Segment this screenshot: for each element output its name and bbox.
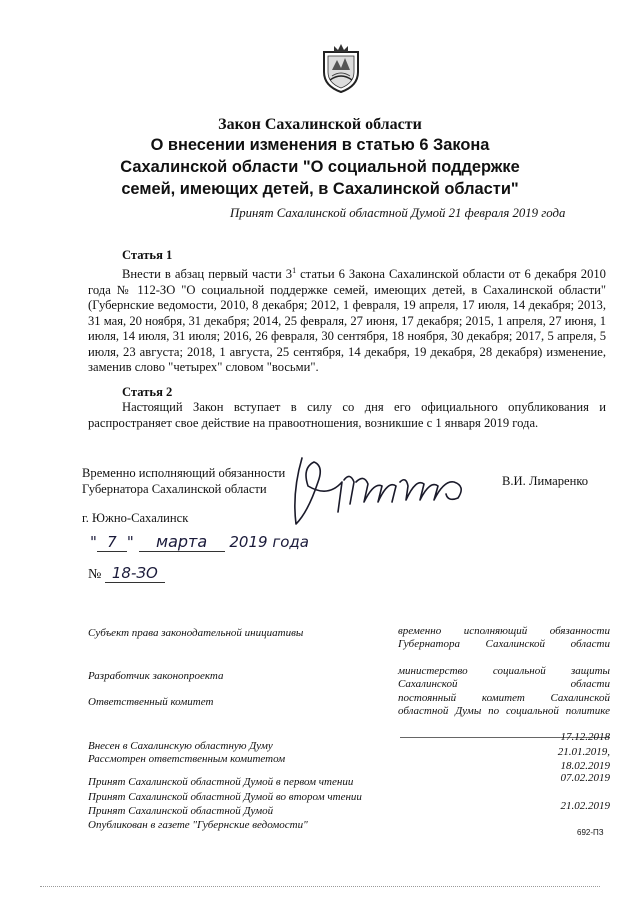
signatory-line-1: Временно исполняющий обязанности bbox=[82, 466, 286, 480]
day-quote-close: " bbox=[126, 533, 134, 551]
document-title bbox=[90, 116, 550, 200]
reviewed-date-2: 18.02.2019 bbox=[560, 760, 610, 772]
signing-year-suffix: года bbox=[272, 533, 309, 551]
first-reading-label: Принят Сахалинской областной Думой в первом чтении bbox=[88, 776, 354, 788]
handwritten-signature-icon bbox=[288, 452, 478, 530]
law-number-value: 18-ЗО bbox=[105, 564, 165, 583]
day-quote-open: " bbox=[90, 533, 97, 551]
coat-of-arms-icon bbox=[320, 42, 362, 94]
signing-month: марта bbox=[139, 532, 225, 552]
introduced-label: Внесен в Сахалинскую областную Думу bbox=[88, 740, 273, 752]
article-2-heading: Статья 2 bbox=[122, 385, 173, 399]
introduced-date: 17.12.2018 bbox=[560, 731, 610, 743]
subject-label: Субъект права законодательной инициативы bbox=[88, 627, 304, 639]
subject-value: временно исполняющий обязанности Губернатора Сахалинской области bbox=[398, 625, 610, 650]
city: г. Южно-Сахалинск bbox=[82, 511, 189, 525]
signatory-name: В.И. Лимаренко bbox=[502, 474, 589, 488]
signing-date bbox=[90, 532, 309, 552]
final-adoption-date: 21.02.2019 bbox=[560, 800, 610, 812]
article-1-heading: Статья 1 bbox=[122, 248, 173, 262]
number-sign: № bbox=[88, 567, 102, 582]
title-line-4: семей, имеющих детей, в Сахалинской области" bbox=[121, 180, 519, 198]
signing-year: 2019 bbox=[229, 533, 268, 551]
title-line-2: О внесении изменения в статью 6 Закона bbox=[150, 136, 490, 154]
signatory-line-2: Губернатора Сахалинской области bbox=[82, 481, 267, 496]
second-reading-label: Принят Сахалинской областной Думой во втором чтении bbox=[88, 791, 362, 803]
committee-value: постоянный комитет Сахалинской областной Думы по социальной политике bbox=[398, 692, 610, 717]
article-1-superscript: 1 bbox=[292, 266, 297, 275]
adoption-note: Принят Сахалинской областной Думой 21 февраля 2019 года bbox=[230, 206, 566, 220]
page-code: 692-ПЗ bbox=[577, 828, 604, 837]
article-1-text-b: статьи 6 Закона Сахалинской области от 6 декабря 2010 года № 112-ЗО "О социальной поддержке семей, имеющих детей, в Сахалинской области" (Губернские ведомости, 2010, 8 декабря; 2012, 1 февраля, 19 апреля, 17 июля, 14 декабря; 2013, 31 мая, 20 ноября, 31 декабря; 2014, 25 февраля, 27 июня, 17 декабря; 2015, 1 апреля, 27 июня, 1 июля, 14 июля, 31 июля; 2016, 26 февраля, 30 сентября, 18 ноября, 30 декабря; 2017, 5 апреля, 5 июля, 23 августа; 2018, 1 августа, 25 сентября, 14 декабря, 19 декабря, 28 декабря) изменение, заменив слово "четырех" словом "восьми". bbox=[88, 267, 606, 375]
developer-value: министерство социальной защиты Сахалинской области bbox=[398, 665, 610, 690]
published-label: Опубликован в газете "Губернские ведомости" bbox=[88, 819, 308, 831]
title-line-3: Сахалинской области "О социальной поддержке bbox=[120, 158, 520, 176]
reviewed-label: Рассмотрен ответственным комитетом bbox=[88, 753, 286, 765]
title-line-1: Закон Сахалинской области bbox=[218, 116, 422, 133]
signatory-title bbox=[82, 466, 285, 497]
signing-day: 7 bbox=[97, 533, 127, 552]
scan-edge-dots bbox=[40, 886, 600, 890]
developer-label: Разработчик законопроекта bbox=[88, 670, 224, 682]
article-2-text: Настоящий Закон вступает в силу со дня его официального опубликования и распространяет свое действие на правоотношения, возникшие с 1 января 2019 года. bbox=[88, 400, 606, 430]
first-reading-date: 07.02.2019 bbox=[560, 772, 610, 784]
final-adoption-label: Принят Сахалинской областной Думой bbox=[88, 805, 274, 817]
reviewed-date-1: 21.01.2019, bbox=[557, 746, 610, 758]
law-number bbox=[88, 564, 165, 583]
article-1-text bbox=[88, 263, 606, 376]
committee-label: Ответственный комитет bbox=[88, 696, 214, 708]
article-1-text-a: Внести в абзац первый части 3 bbox=[122, 267, 293, 282]
